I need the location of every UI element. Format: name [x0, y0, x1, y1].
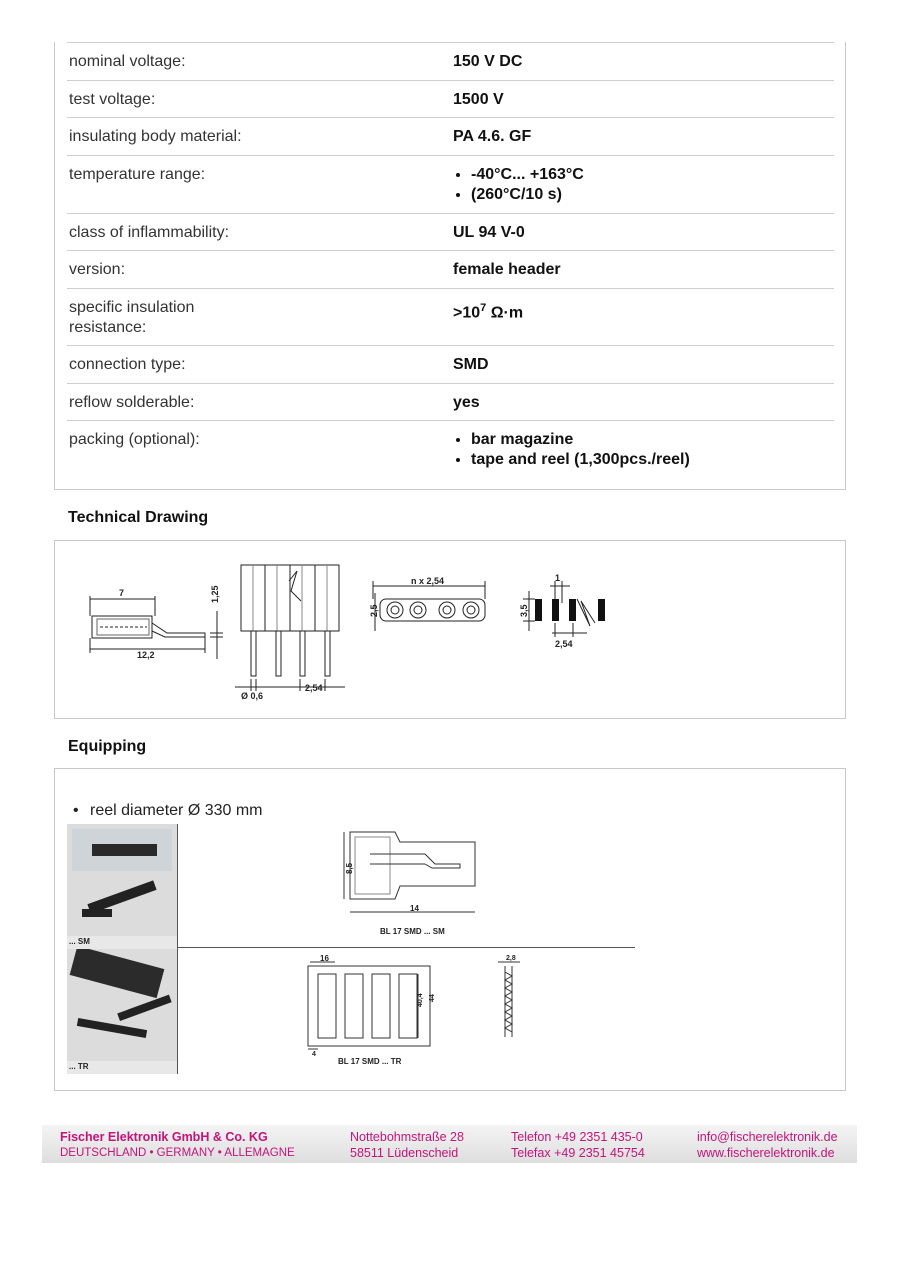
spec-label: packing (optional):	[69, 431, 200, 448]
dim-2-54-footprint: 2,54	[555, 639, 573, 649]
equipping-box	[54, 768, 846, 1091]
dim-12-2: 12,2	[137, 650, 155, 660]
caption-sm: BL 17 SMD ... SM	[380, 927, 445, 936]
photo-tr	[67, 949, 177, 1074]
spec-value: SMD	[453, 356, 489, 373]
spec-value	[453, 298, 523, 323]
spec-row	[67, 383, 834, 420]
dim-2-54-pitch: 2,54	[305, 683, 323, 693]
spec-label: nominal voltage:	[69, 53, 186, 70]
caption-tr: BL 17 SMD ... TR	[338, 1057, 402, 1066]
spec-row	[67, 288, 834, 345]
technical-drawing-title: Technical Drawing	[68, 509, 209, 526]
equipping-title: Equipping	[68, 738, 147, 755]
dim-diameter-0-6: Ø 0,6	[241, 691, 264, 701]
spec-label: test voltage:	[69, 91, 156, 108]
spec-label: version:	[69, 261, 126, 278]
dim-1: 1	[555, 573, 561, 583]
spec-table	[67, 42, 834, 489]
footer-email[interactable]: info@fischerelektronik.de	[697, 1130, 838, 1144]
value-base: >10	[453, 304, 481, 322]
footer	[42, 1125, 857, 1163]
spec-row	[67, 117, 834, 155]
divider	[177, 947, 635, 948]
magazine-sm-drawing	[340, 824, 500, 939]
spec-value: UL 94 V-0	[453, 224, 525, 241]
dim-n-x-2-54: n x 2,54	[411, 576, 445, 586]
spec-value: yes	[453, 394, 480, 411]
spec-row	[67, 213, 834, 250]
dim-40-4: 40,4	[417, 993, 424, 1007]
list-item: • (260°C/10 s)	[471, 185, 584, 205]
spec-label	[69, 298, 369, 338]
technical-drawing	[55, 541, 845, 718]
footprint-drawing	[519, 573, 605, 649]
spec-value: 150 V DC	[453, 53, 523, 70]
spec-label: temperature range:	[69, 166, 206, 183]
photo-tr-image	[67, 949, 177, 1061]
spec-value: female header	[453, 261, 561, 278]
list-item: • tape and reel (1,300pcs./reel)	[471, 450, 690, 470]
dim-3-5: 3,5	[519, 604, 529, 617]
reel-tr-drawing	[300, 952, 450, 1067]
dim-16: 16	[320, 954, 329, 963]
front-view-drawing	[235, 565, 345, 701]
footer-phone: Telefon +49 2351 435-0	[511, 1130, 643, 1144]
value-exponent: 7	[480, 302, 487, 314]
spec-label-line: resistance:	[69, 319, 147, 336]
footer-fax: Telefax +49 2351 45754	[511, 1146, 645, 1160]
dim-8-5: 8,5	[345, 862, 354, 874]
spec-label: insulating body material:	[69, 128, 242, 145]
top-view-drawing	[369, 576, 485, 631]
dim-7: 7	[119, 588, 125, 598]
side-view-drawing	[90, 585, 223, 660]
dim-14: 14	[410, 904, 419, 913]
reel-diameter-item: • reel diameter Ø 330 mm	[90, 802, 263, 820]
list-item: • bar magazine	[471, 430, 690, 450]
spec-table-box	[54, 42, 846, 490]
divider	[177, 824, 178, 1074]
photo-sm-label: ... SM	[69, 937, 90, 946]
spec-row	[67, 80, 834, 117]
spec-row	[67, 42, 834, 80]
value-unit: Ω·m	[486, 304, 524, 322]
footer-company: Fischer Elektronik GmbH & Co. KG	[60, 1130, 268, 1144]
spec-row	[67, 250, 834, 288]
dim-1-25: 1,25	[210, 585, 220, 603]
dim-44: 44	[429, 994, 436, 1002]
reel-side-profile-drawing	[490, 952, 530, 1042]
spec-value: PA 4.6. GF	[453, 128, 532, 145]
spec-value: 1500 V	[453, 91, 504, 108]
spec-row	[67, 345, 834, 383]
technical-drawing-box	[54, 540, 846, 719]
photo-sm	[67, 824, 177, 949]
spec-label: class of inflammability:	[69, 224, 230, 241]
dim-2-8: 2,8	[506, 955, 516, 962]
footer-web[interactable]: www.fischerelektronik.de	[697, 1146, 835, 1160]
spec-value	[453, 165, 584, 205]
dim-2-5: 2,5	[369, 604, 379, 617]
photo-tr-label: ... TR	[69, 1062, 89, 1071]
footer-street: Nottebohmstraße 28	[350, 1130, 464, 1144]
spec-label: reflow solderable:	[69, 394, 195, 411]
spec-value	[453, 430, 690, 470]
spec-label-line: specific insulation	[69, 299, 195, 316]
footer-country: DEUTSCHLAND • GERMANY • ALLEMAGNE	[60, 1147, 295, 1159]
spec-row	[67, 420, 834, 489]
spec-label: connection type:	[69, 356, 186, 373]
footer-city: 58511 Lüdenscheid	[350, 1146, 459, 1160]
photo-sm-image	[67, 824, 177, 936]
spec-row	[67, 155, 834, 213]
list-item: • -40°C... +163°C	[471, 165, 584, 185]
dim-4: 4	[312, 1051, 316, 1058]
